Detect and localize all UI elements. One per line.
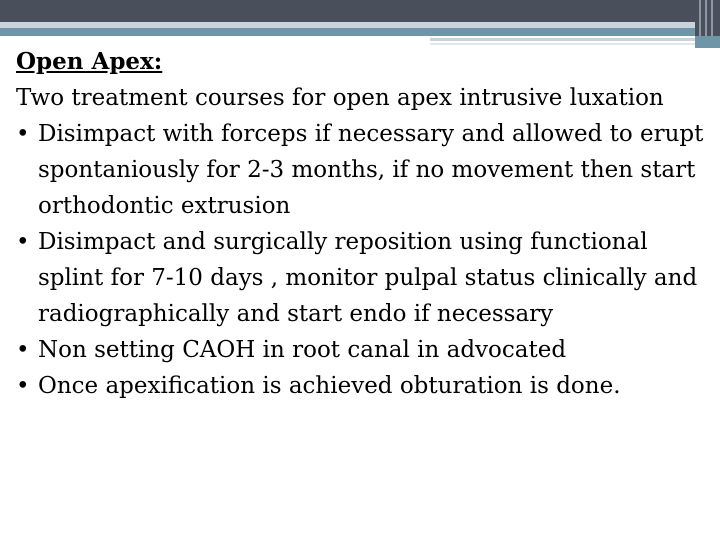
bullet-item bbox=[16, 368, 706, 404]
header-accent-line bbox=[430, 38, 695, 41]
bullet-text: Disimpact and surgically reposition using functional splint for 7-10 days , monitor pulpal status clinically and radiographically and start endo if necessary bbox=[38, 229, 698, 327]
bullet-text: Non setting CAOH in root canal in advocated bbox=[38, 337, 567, 363]
bullet-item bbox=[16, 332, 706, 368]
bullet-icon: • bbox=[16, 121, 30, 147]
header-teal-stripe bbox=[0, 28, 720, 36]
bullet-icon: • bbox=[16, 337, 30, 363]
slide-intro: Two treatment courses for open apex intrusive luxation bbox=[16, 85, 664, 111]
bullet-icon: • bbox=[16, 373, 30, 399]
slide-content bbox=[16, 44, 706, 404]
bullet-item bbox=[16, 116, 706, 224]
bullet-item bbox=[16, 224, 706, 332]
header-bar bbox=[0, 0, 720, 22]
bullet-text: Once apexification is achieved obturation is done. bbox=[38, 373, 621, 399]
bullet-list bbox=[16, 116, 706, 404]
slide-title: Open Apex: bbox=[16, 48, 163, 75]
bullet-icon: • bbox=[16, 229, 30, 255]
bullet-text: Disimpact with forceps if necessary and allowed to erupt spontaniously for 2-3 months, if no movement then start orthodontic extrusion bbox=[38, 121, 704, 219]
